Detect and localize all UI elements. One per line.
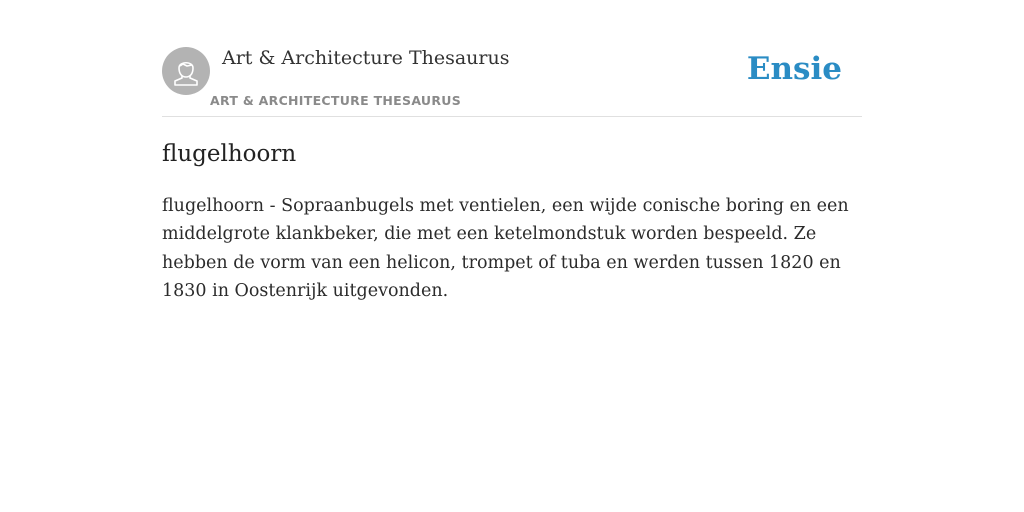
author-name[interactable]: Art & Architecture Thesaurus (222, 47, 510, 69)
page-title: flugelhoorn (162, 141, 297, 167)
author-subtitle[interactable]: ART & ARCHITECTURE THESAURUS (210, 93, 462, 108)
avatar[interactable] (162, 47, 210, 95)
user-icon (162, 47, 210, 95)
author-header (162, 0, 862, 117)
definition-text: flugelhoorn - Sopraanbugels met ventielen, een wijde conische boring en een middelgrote klankbeker, die met een ketelmondstuk worden bespeeld. Ze hebben de vorm van een helicon, trompet of tuba en werden tussen 1820 en 1830 in Oostenrijk uitgevonden. (162, 196, 849, 301)
brand-logo[interactable]: Ensie (746, 51, 842, 87)
